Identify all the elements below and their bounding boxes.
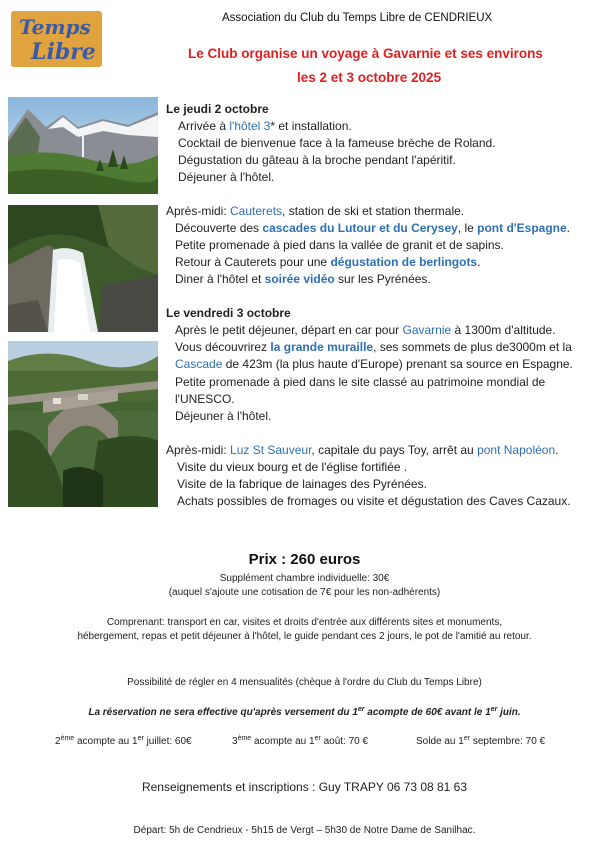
includes-line-1: Comprenant: transport en car, visites et droits d'entrée aux différents sites et monuments, xyxy=(106,617,503,628)
day2-line-6: Déjeuner à l'hôtel. xyxy=(175,409,272,423)
club-logo xyxy=(11,11,102,67)
day1-pm-line-2: Découverte des cascades du Lutour et du Cerysey, le pont d'Espagne. xyxy=(175,221,571,235)
association-name: Association du Club du Temps Libre de CENDRIEUX xyxy=(222,12,493,24)
logo-text-temps: Temps xyxy=(19,15,91,39)
reservation-note: La réservation ne sera effective qu'après versement du 1er acompte de 60€ avant le 1er juin. xyxy=(88,706,521,718)
photo-gavarnie-cirque xyxy=(8,97,158,194)
photo-cauterets-waterfall xyxy=(8,205,158,332)
contact-info: Renseignements et inscriptions : Guy TRAPY 06 73 08 81 63 xyxy=(141,780,468,794)
logo-text-libre: Libre xyxy=(31,39,96,65)
photo-pont-napoleon xyxy=(8,341,158,507)
installments: Possibilité de régler en 4 mensualités (chèque à l'ordre du Club du Temps Libre) xyxy=(127,677,482,688)
day1-line-2: Cocktail de bienvenue face à la fameuse brèche de Roland. xyxy=(178,136,496,150)
day1-pm-line-3: Petite promenade à pied dans la vallée de granit et de sapins. xyxy=(175,238,504,252)
supplement: Supplément chambre individuelle: 30€ xyxy=(219,573,390,584)
day2-line-2: Vous découvrirez la grande muraille, ses sommets de plus de3000m et la xyxy=(175,340,572,354)
page-title: Le Club organise un voyage à Gavarnie et ses environs xyxy=(188,46,543,61)
solde: Solde au 1er septembre: 70 € xyxy=(416,735,546,747)
day2-line-4: Petite promenade à pied dans le site classé au patrimoine mondial de xyxy=(175,375,546,389)
acompte-3: 3ème acompte au 1er août: 70 € xyxy=(232,735,369,747)
day2-line-3: Cascade de 423m (la plus haute d'Europe) prenant sa source en Espagne. xyxy=(175,357,573,371)
day2-line-1: Après le petit déjeuner, départ en car pour Gavarnie à 1300m d'altitude. xyxy=(175,323,556,337)
day1-pm-line-4: Retour à Cauterets pour une dégustation de berlingots. xyxy=(175,255,481,269)
cotisation: (auquel s'ajoute une cotisation de 7€ pour les non-adhérents) xyxy=(168,587,441,598)
day1-line-3: Dégustation du gâteau à la broche pendant l'apéritif. xyxy=(178,153,456,167)
day1-line-1: Arrivée à l'hôtel 3* et installation. xyxy=(178,119,352,133)
day2-pm-line-2: Visite du vieux bourg et de l'église fortifiée . xyxy=(177,460,408,474)
day2-pm-line-3: Visite de la fabrique de lainages des Pyrénées. xyxy=(177,477,427,491)
day2-heading: Le vendredi 3 octobre xyxy=(166,306,291,320)
page-dates: les 2 et 3 octobre 2025 xyxy=(297,70,442,85)
day1-pm-line-5: Diner à l'hôtel et soirée vidéo sur les Pyrénées. xyxy=(175,272,431,286)
day1-heading: Le jeudi 2 octobre xyxy=(166,102,269,116)
day1-line-4: Déjeuner à l'hôtel. xyxy=(178,170,275,184)
acompte-2: 2ème acompte au 1er juillet: 60€ xyxy=(55,735,192,747)
day1-pm-line-1: Après-midi: Cauterets, station de ski et station thermale. xyxy=(166,204,465,218)
day2-pm-line-1: Après-midi: Luz St Sauveur, capitale du pays Toy, arrêt au pont Napoléon. xyxy=(166,443,559,457)
day2-pm-line-4: Achats possibles de fromages ou visite et dégustation des Caves Cazaux. xyxy=(177,494,571,508)
day2-line-5: l'UNESCO. xyxy=(175,392,235,406)
departure-info: Départ: 5h de Cendrieux - 5h15 de Vergt – 5h30 de Notre Dame de Sanilhac. xyxy=(133,825,476,836)
includes-line-2: hébergement, repas et petit déjeuner à l'hôtel, le guide pendant ces 2 jours, le pot de l'amitié au retour. xyxy=(77,631,532,642)
price: Prix : 260 euros xyxy=(248,551,361,568)
